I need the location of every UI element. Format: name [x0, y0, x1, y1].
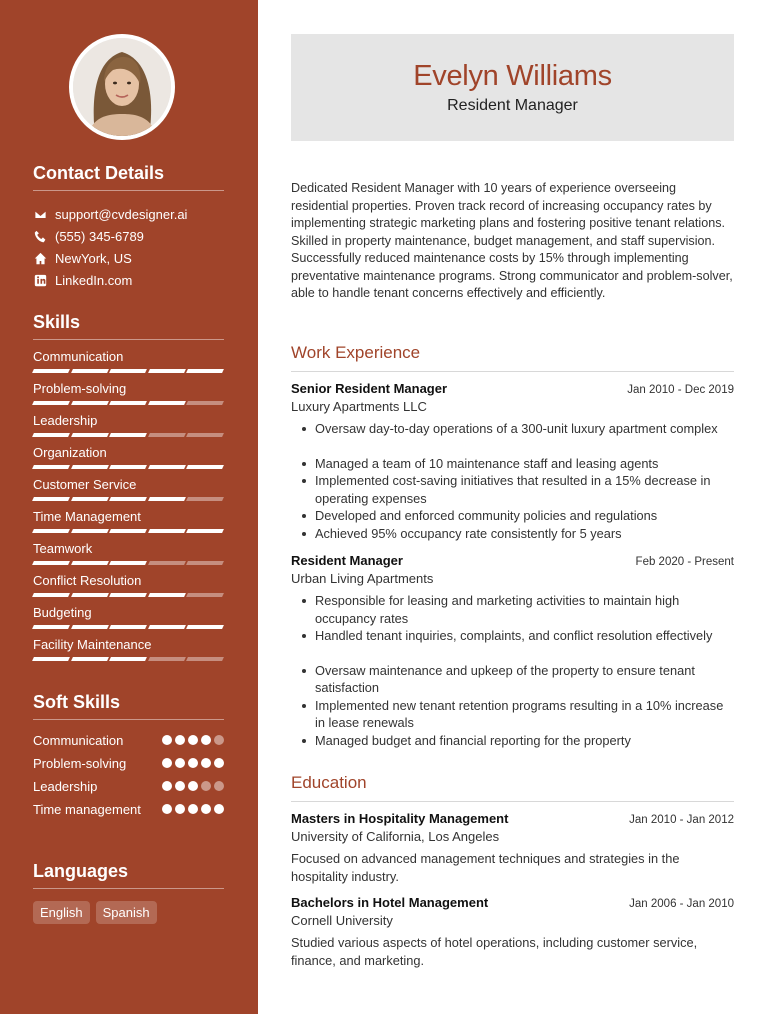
job-bullet: Managed a team of 10 maintenance staff and leasing agents	[315, 455, 734, 473]
job-bullet: Implemented new tenant retention programs resulting in a 10% increase in lease renewals	[315, 697, 734, 732]
skill-level-bar	[33, 401, 223, 405]
skill-level-segment	[148, 497, 185, 501]
degree-date: Jan 2010 - Jan 2012	[629, 814, 734, 826]
candidate-role: Resident Manager	[447, 97, 578, 114]
rating-dot	[175, 804, 185, 814]
linkedin-icon	[33, 273, 47, 287]
skill-level-bar	[33, 369, 223, 373]
skill-level-bar	[33, 433, 223, 437]
skill-item	[33, 475, 224, 507]
skill-level-bar	[33, 529, 223, 533]
rating-dot	[188, 804, 198, 814]
skill-level-segment	[109, 529, 146, 533]
rating-dot	[175, 735, 185, 745]
soft-skill-rating	[162, 781, 224, 791]
education-entry	[291, 811, 734, 885]
skill-level-segment	[109, 497, 146, 501]
job-bullet: Developed and enforced community policies and regulations	[315, 507, 734, 525]
skill-level-segment	[32, 465, 69, 469]
soft-skill-label: Leadership	[33, 779, 98, 794]
skill-label: Leadership	[33, 413, 98, 428]
degree-date: Jan 2006 - Jan 2010	[629, 898, 734, 910]
language-tags	[33, 901, 224, 924]
contact-email[interactable]	[33, 203, 224, 225]
education-entry	[291, 895, 734, 969]
skill-item	[33, 571, 224, 603]
rating-dot	[175, 758, 185, 768]
skill-level-segment	[32, 529, 69, 533]
profile-summary: Dedicated Resident Manager with 10 years of experience overseeing residential properties. Proven track record of increasing occupancy rates by implementing strategic marketing plans and fostering positive tenant relations. Skilled in property maintenance, budget management, and staff supervision. Successfully reduced maintenance costs by 15% through implementing preventative maintenance programs. Strong communicator and problem-solver, able to handle tenant concerns effectively and efficiently.	[291, 181, 733, 300]
job-bullets	[291, 592, 734, 749]
skill-item	[33, 507, 224, 539]
soft-skill-item	[33, 755, 224, 772]
skill-level-segment	[71, 369, 108, 373]
rating-dot	[162, 804, 172, 814]
rating-dot	[188, 735, 198, 745]
skill-level-segment	[71, 529, 108, 533]
home-icon	[33, 251, 47, 265]
skill-level-bar	[33, 593, 223, 597]
contact-section	[33, 163, 224, 291]
contact-phone[interactable]	[33, 225, 224, 247]
rating-dot	[201, 804, 211, 814]
skill-level-segment	[148, 369, 185, 373]
job-entry	[291, 381, 734, 542]
job-title: Senior Resident Manager	[291, 381, 448, 396]
languages-section	[33, 861, 224, 924]
candidate-name: Evelyn Williams	[413, 60, 612, 92]
skill-level-segment	[109, 657, 146, 661]
skill-level-segment	[32, 657, 69, 661]
skill-label: Communication	[33, 349, 124, 364]
languages-title: Languages	[33, 861, 224, 889]
skill-level-segment	[109, 561, 146, 565]
job-bullet: Oversaw maintenance and upkeep of the property to ensure tenant satisfaction	[315, 662, 734, 697]
soft-skill-item	[33, 778, 224, 795]
school-name: Cornell University	[291, 913, 393, 928]
degree-description: Studied various aspects of hotel operations, including customer service, finance, and marketing.	[291, 935, 698, 968]
skills-title: Skills	[33, 312, 224, 340]
skill-level-segment	[109, 625, 146, 629]
skill-level-segment	[109, 465, 146, 469]
skill-item	[33, 443, 224, 475]
skill-level-segment	[186, 497, 223, 501]
skill-label: Conflict Resolution	[33, 573, 142, 588]
skill-level-segment	[71, 625, 108, 629]
degree-title: Masters in Hospitality Management	[291, 811, 509, 826]
skill-level-segment	[32, 433, 69, 437]
sidebar	[0, 0, 258, 1014]
skill-item	[33, 539, 224, 571]
job-bullet: Responsible for leasing and marketing activities to maintain high occupancy rates	[315, 592, 734, 627]
rating-dot	[188, 758, 198, 768]
skill-level-segment	[148, 433, 185, 437]
skill-label: Problem-solving	[33, 381, 127, 396]
skill-level-segment	[148, 465, 185, 469]
skill-level-bar	[33, 497, 223, 501]
skill-level-segment	[71, 433, 108, 437]
skill-level-segment	[71, 561, 108, 565]
skill-level-segment	[71, 497, 108, 501]
skill-level-segment	[71, 657, 108, 661]
soft-skill-rating	[162, 735, 224, 745]
degree-description: Focused on advanced management techniques and strategies in the hospitality industry.	[291, 851, 680, 884]
skill-level-segment	[32, 625, 69, 629]
rating-dot	[201, 735, 211, 745]
skill-level-segment	[109, 593, 146, 597]
contact-location-text: NewYork, US	[55, 250, 132, 266]
soft-skills-section	[33, 692, 224, 824]
skill-item	[33, 635, 224, 667]
soft-skill-label: Communication	[33, 733, 124, 748]
soft-skills-list	[33, 732, 224, 818]
contact-title: Contact Details	[33, 163, 224, 191]
skill-level-segment	[186, 529, 223, 533]
contact-linkedin[interactable]	[33, 269, 224, 291]
skill-label: Time Management	[33, 509, 141, 524]
contact-linkedin-text: LinkedIn.com	[55, 272, 133, 288]
skill-level-segment	[32, 369, 69, 373]
job-bullet: Implemented cost-saving initiatives that resulted in a 15% decrease in operating expenses	[315, 472, 734, 507]
rating-dot	[175, 781, 185, 791]
contact-location	[33, 247, 224, 269]
degree-title: Bachelors in Hotel Management	[291, 895, 489, 910]
rating-dot	[201, 758, 211, 768]
profile-photo	[73, 38, 171, 136]
skill-label: Facility Maintenance	[33, 637, 152, 652]
rating-dot	[162, 781, 172, 791]
skill-level-segment	[148, 401, 185, 405]
skill-item	[33, 347, 224, 379]
rating-dot	[162, 735, 172, 745]
skill-level-segment	[186, 465, 223, 469]
skill-level-segment	[71, 593, 108, 597]
rating-dot	[214, 758, 224, 768]
job-company: Luxury Apartments LLC	[291, 399, 427, 414]
job-bullet: Handled tenant inquiries, complaints, and conflict resolution effectively	[315, 627, 734, 645]
rating-dot	[201, 781, 211, 791]
rating-dot	[214, 781, 224, 791]
skill-level-segment	[148, 657, 185, 661]
soft-skill-label: Problem-solving	[33, 756, 127, 771]
skill-level-bar	[33, 625, 223, 629]
skill-level-segment	[32, 401, 69, 405]
job-bullets	[291, 420, 734, 542]
soft-skill-label: Time management	[33, 802, 141, 817]
education-title: Education	[291, 773, 734, 802]
skill-level-segment	[109, 369, 146, 373]
skill-level-segment	[148, 593, 185, 597]
language-tag: Spanish	[96, 901, 157, 924]
skill-level-segment	[148, 625, 185, 629]
job-bullet: Managed budget and financial reporting for the property	[315, 732, 734, 750]
header-box	[291, 34, 734, 141]
soft-skill-rating	[162, 758, 224, 768]
job-date: Feb 2020 - Present	[635, 556, 734, 568]
avatar	[69, 34, 175, 140]
skill-level-segment	[71, 401, 108, 405]
contact-phone-text: (555) 345-6789	[55, 228, 144, 244]
skills-list	[33, 347, 224, 667]
skill-label: Budgeting	[33, 605, 92, 620]
skill-level-segment	[71, 465, 108, 469]
school-name: University of California, Los Angeles	[291, 829, 500, 844]
envelope-icon	[33, 207, 47, 221]
skill-level-segment	[32, 561, 69, 565]
skill-item	[33, 411, 224, 443]
job-date: Jan 2010 - Dec 2019	[627, 384, 734, 396]
skill-level-segment	[32, 497, 69, 501]
job-entry	[291, 553, 734, 749]
skill-level-segment	[186, 657, 223, 661]
rating-dot	[188, 781, 198, 791]
skill-level-bar	[33, 657, 223, 661]
skill-item	[33, 379, 224, 411]
soft-skill-item	[33, 732, 224, 749]
soft-skills-title: Soft Skills	[33, 692, 224, 720]
language-tag: English	[33, 901, 90, 924]
skill-level-bar	[33, 465, 223, 469]
contact-email-text: support@cvdesigner.ai	[55, 206, 188, 222]
rating-dot	[214, 735, 224, 745]
skill-level-segment	[186, 433, 223, 437]
skill-label: Organization	[33, 445, 107, 460]
skill-level-segment	[186, 625, 223, 629]
work-title: Work Experience	[291, 343, 734, 372]
soft-skill-item	[33, 801, 224, 818]
skill-level-bar	[33, 561, 223, 565]
skill-label: Customer Service	[33, 477, 137, 492]
skill-level-segment	[148, 529, 185, 533]
job-title: Resident Manager	[291, 553, 403, 568]
skill-level-segment	[186, 401, 223, 405]
skill-level-segment	[148, 561, 185, 565]
skill-item	[33, 603, 224, 635]
soft-skill-rating	[162, 804, 224, 814]
phone-icon	[33, 229, 47, 243]
job-company: Urban Living Apartments	[291, 571, 434, 586]
skill-level-segment	[186, 369, 223, 373]
rating-dot	[214, 804, 224, 814]
skill-level-segment	[186, 561, 223, 565]
skills-section	[33, 312, 224, 667]
skill-level-segment	[109, 433, 146, 437]
skill-level-segment	[32, 593, 69, 597]
skill-level-segment	[186, 593, 223, 597]
rating-dot	[162, 758, 172, 768]
skill-label: Teamwork	[33, 541, 93, 556]
job-bullet: Achieved 95% occupancy rate consistently for 5 years	[315, 525, 734, 543]
skill-level-segment	[109, 401, 146, 405]
job-bullet: Oversaw day-to-day operations of a 300-unit luxury apartment complex	[315, 420, 734, 438]
